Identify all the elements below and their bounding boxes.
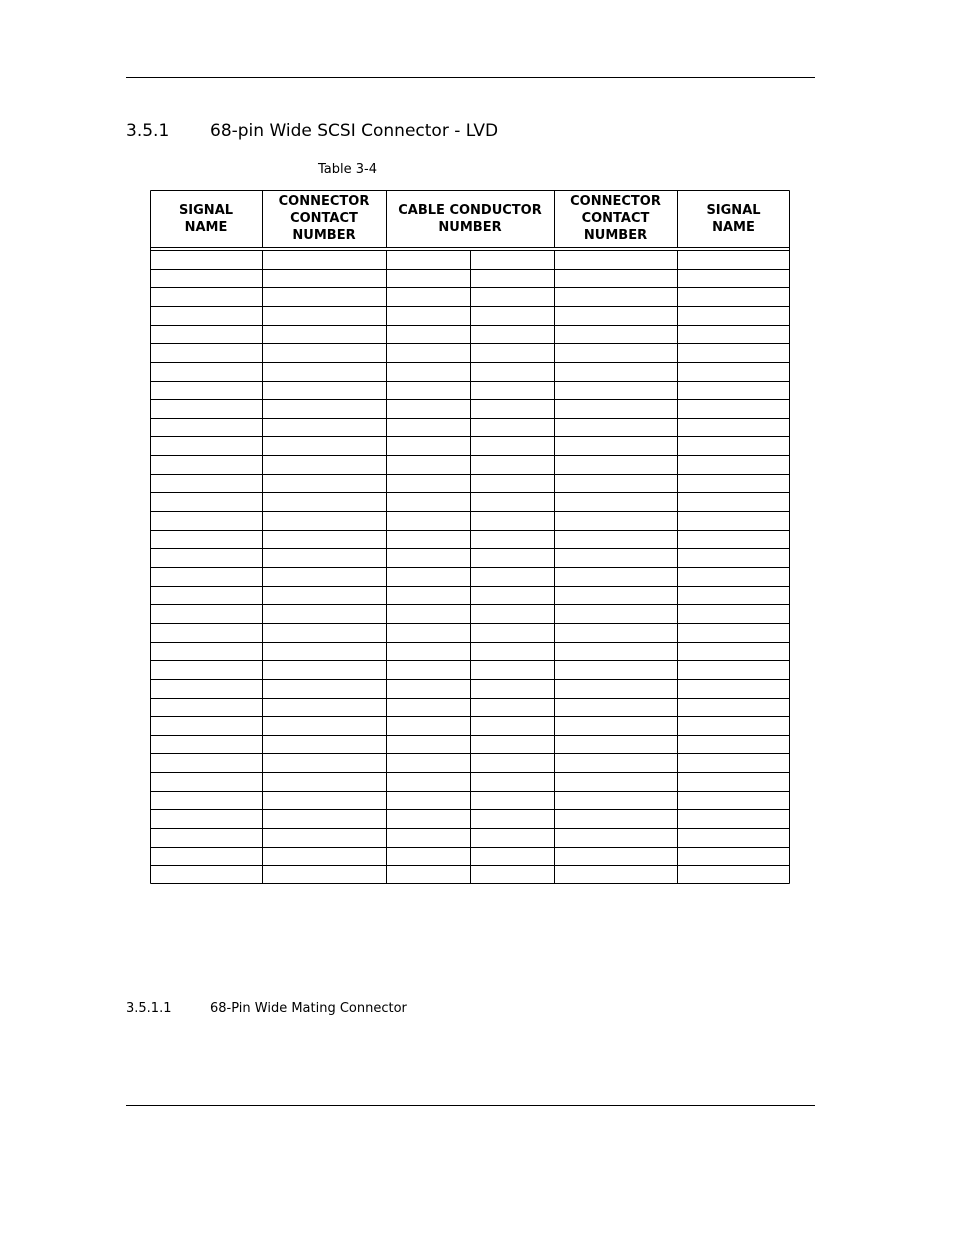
pinout-table: [150, 190, 790, 884]
header-line: SIGNAL: [706, 202, 761, 218]
header-line: CABLE CONDUCTOR: [398, 202, 542, 218]
header-line: CONNECTOR: [278, 194, 370, 209]
header-signal-name-right: [677, 190, 790, 247]
subsection-heading: [126, 1001, 407, 1016]
header-cable-conductor: [386, 190, 554, 247]
header-line: CONNECTOR: [570, 194, 661, 209]
top-rule: [126, 77, 815, 78]
subsection-number: 3.5.1.1: [126, 1001, 172, 1016]
header-connector-contact-left: [262, 190, 386, 247]
header-line: NAME: [184, 219, 228, 235]
header-line: NUMBER: [438, 219, 502, 235]
section-heading: [126, 121, 498, 141]
header-line: CONTACT: [290, 211, 358, 226]
header-line: NAME: [712, 219, 755, 235]
subsection-title: 68-Pin Wide Mating Connector: [210, 1001, 407, 1016]
header-connector-contact-right: [554, 190, 677, 247]
table-caption: Table 3-4: [318, 162, 377, 177]
header-line: NUMBER: [292, 228, 356, 243]
header-line: CONTACT: [581, 211, 650, 226]
header-line: NUMBER: [583, 228, 648, 243]
table-grid: [150, 190, 790, 884]
section-number: 3.5.1: [126, 121, 170, 141]
header-line: SIGNAL: [178, 202, 234, 218]
bottom-rule: [126, 1105, 815, 1106]
header-signal-name-left: [150, 190, 262, 247]
section-title: 68-pin Wide SCSI Connector - LVD: [210, 121, 499, 141]
